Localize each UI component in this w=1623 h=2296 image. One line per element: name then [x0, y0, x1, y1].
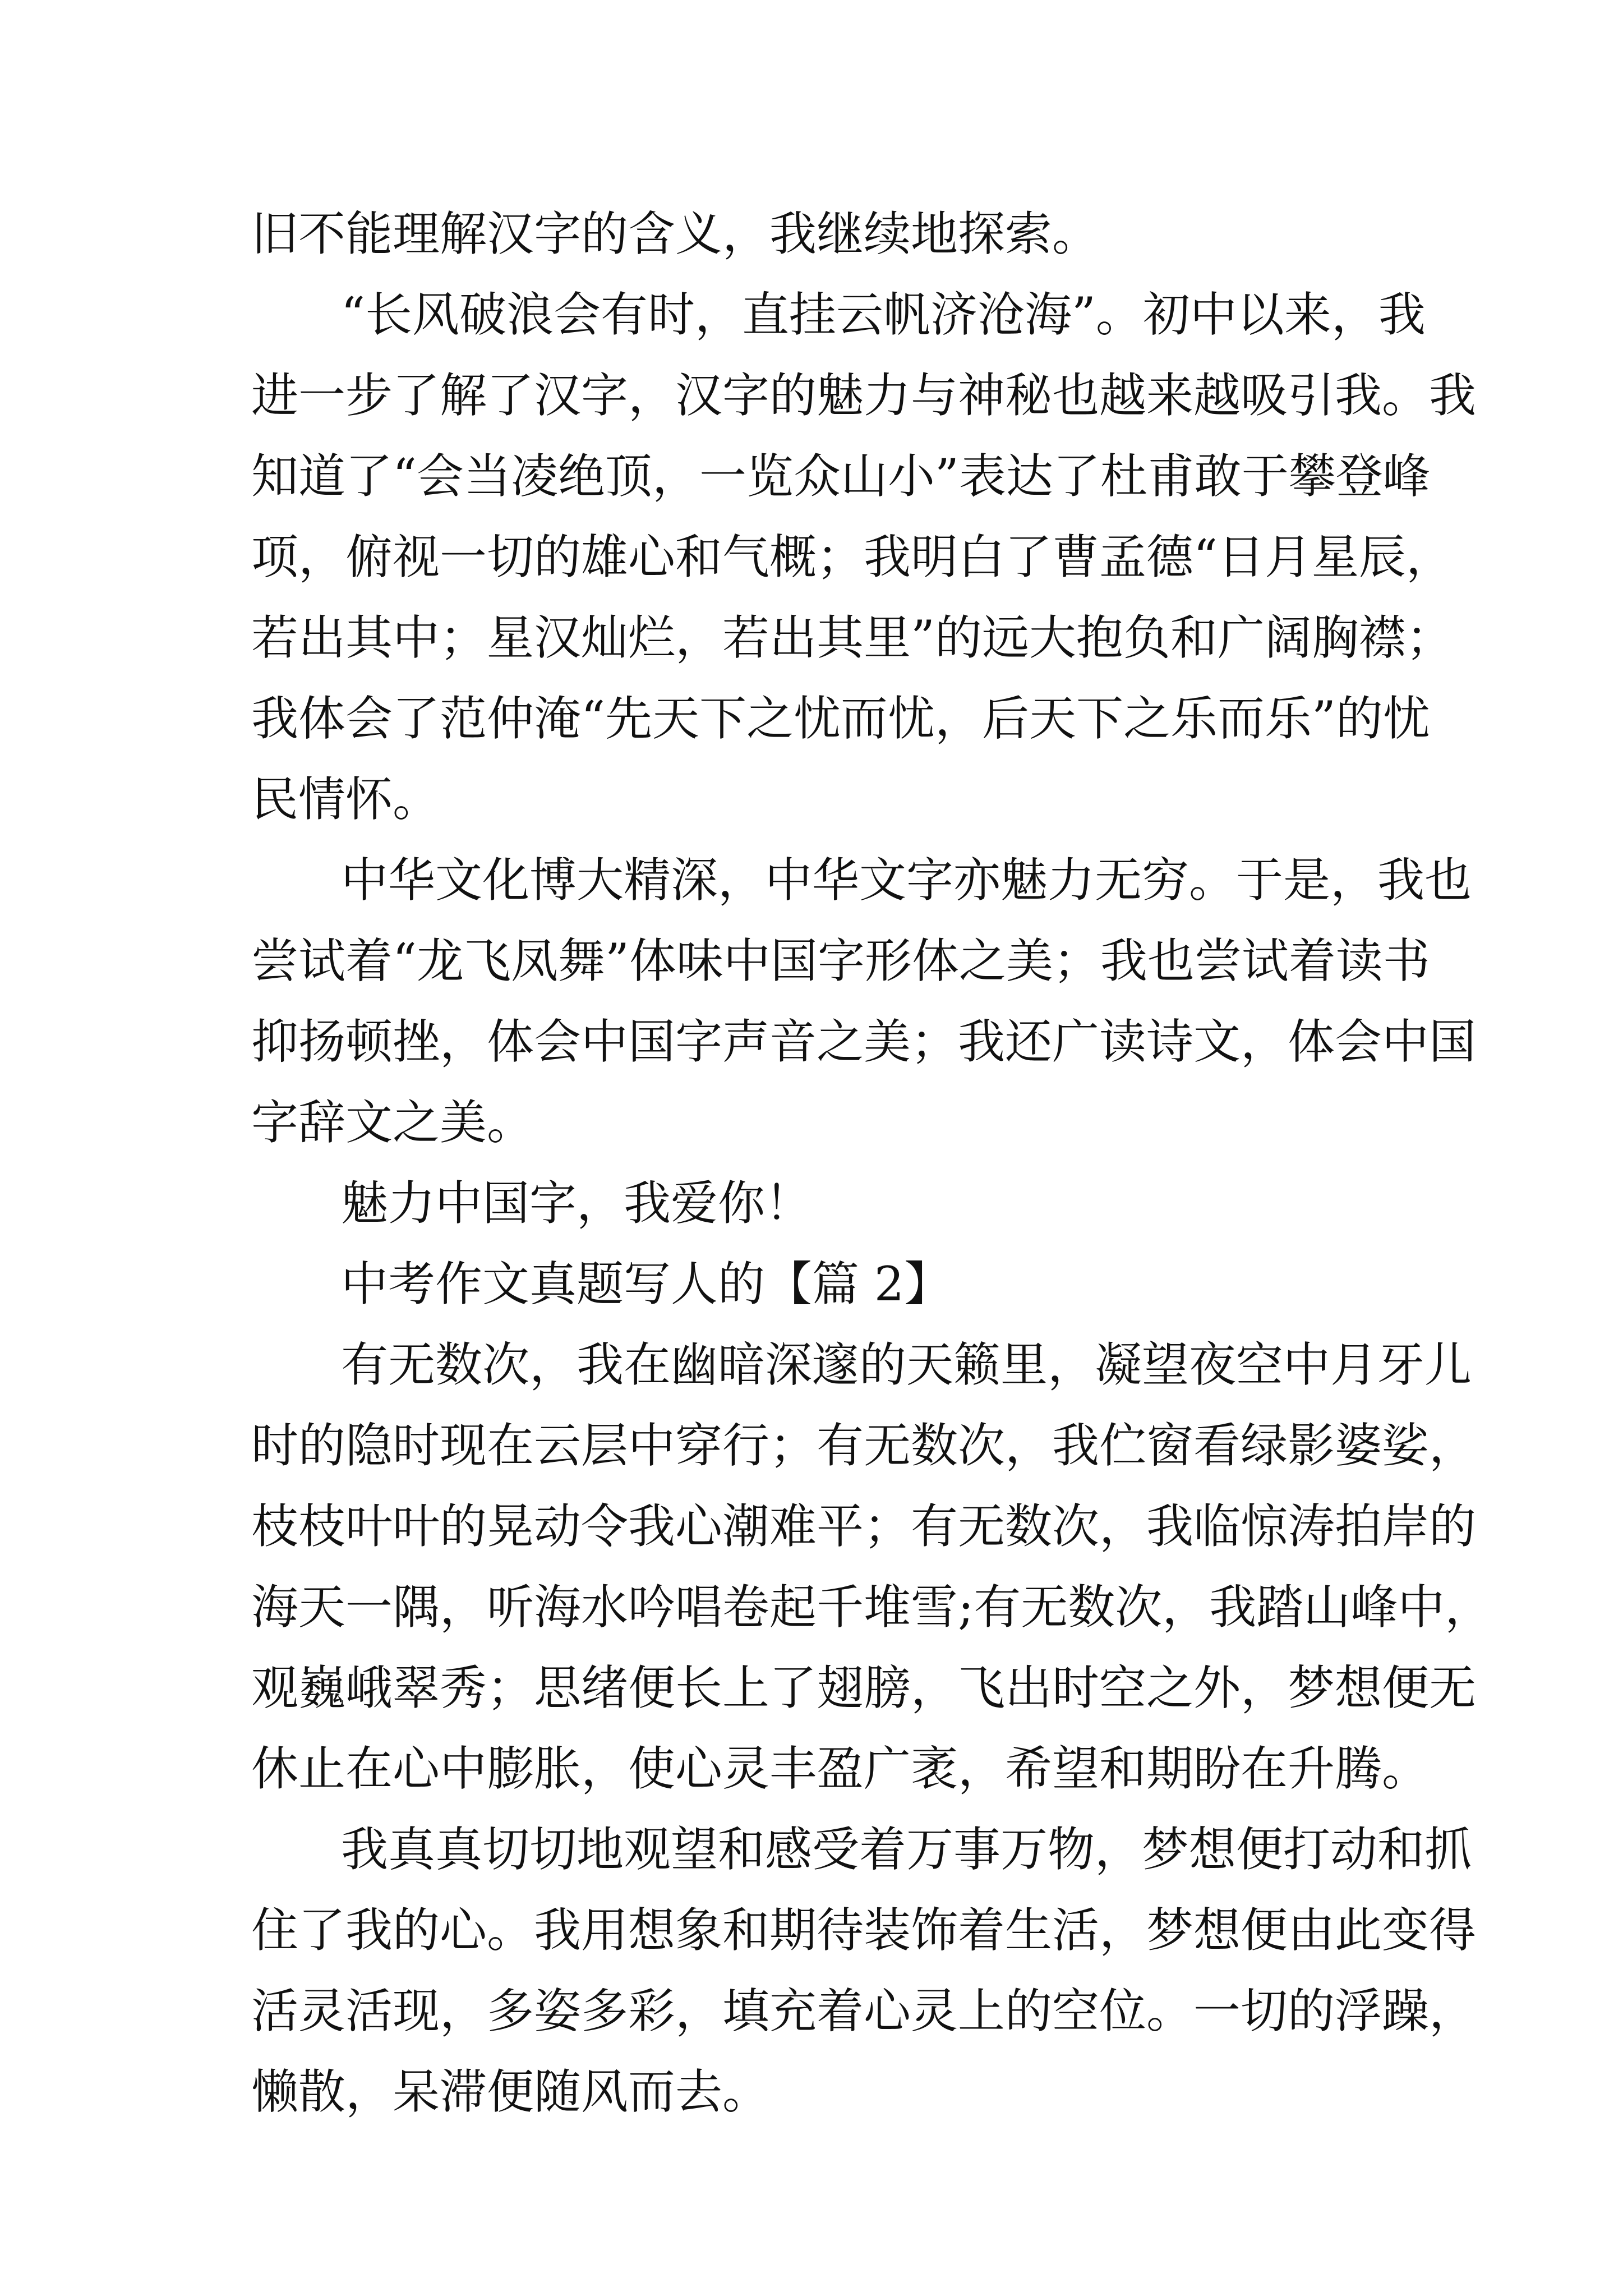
paragraph-start-line: “长风破浪会有时，直挂云帆济沧海”。初中以来，我 — [341, 287, 1426, 342]
text-line: 抑扬顿挫，体会中国字声音之美；我还广读诗文，体会中国 — [251, 1014, 1477, 1069]
text-line: 进一步了解了汉字，汉字的魅力与神秘也越来越吸引我。我 — [251, 368, 1477, 423]
paragraph-start-line: 有无数次，我在幽暗深邃的天籁里，凝望夜空中月牙儿 — [341, 1337, 1472, 1392]
text-line: 海天一隅，听海水吟唱卷起千堆雪;有无数次，我踏山峰中， — [251, 1580, 1492, 1635]
text-line: 项，俯视一切的雄心和气概；我明白了曹孟德“日月星辰， — [251, 530, 1453, 585]
paragraph-start-line: 我真真切切地观望和感受着万事万物，梦想便打动和抓 — [341, 1822, 1472, 1877]
text-line: 若出其中；星汉灿烂，若出其里”的远大抱负和广阔胸襟； — [251, 610, 1453, 665]
text-line: 我体会了范仲淹“先天下之忧而忧，后天下之乐而乐”的忧 — [251, 691, 1430, 746]
essay-text — [251, 194, 1492, 2132]
text-line: 时的隐时现在云层中穿行；有无数次，我伫窗看绿影婆娑， — [251, 1418, 1477, 1473]
text-line: 民情怀。 — [251, 772, 440, 827]
section-heading: 中考作文真题写人的【篇 2】 — [341, 1257, 952, 1312]
paragraph-start-line: 中华文化博大精深，中华文字亦魅力无穷。于是，我也 — [341, 853, 1472, 908]
text-line: 字辞文之美。 — [251, 1095, 534, 1150]
text-line: 观巍峨翠秀；思绪便长上了翅膀，飞出时空之外，梦想便无 — [251, 1660, 1477, 1715]
text-line: 尝试着“龙飞凤舞”体味中国字形体之美；我也尝试着读书 — [251, 933, 1430, 988]
text-line: 住了我的心。我用想象和期待装饰着生活，梦想便由此变得 — [251, 1903, 1477, 1958]
text-line: 知道了“会当凌绝顶，一览众山小”表达了杜甫敢于攀登峰 — [251, 449, 1430, 504]
text-line: 懒散，呆滞便随风而去。 — [251, 2064, 770, 2119]
text-line: 休止在心中膨胀，使心灵丰盈广袤，希望和期盼在升腾。 — [251, 1741, 1430, 1796]
text-line: 旧不能理解汉字的含义，我继续地探索。 — [251, 206, 1100, 261]
exclamation-line: 魅力中国字，我爱你！ — [341, 1176, 813, 1231]
text-line: 活灵活现，多姿多彩，填充着心灵上的空位。一切的浮躁， — [251, 1984, 1477, 2039]
text-line: 枝枝叶叶的晃动令我心潮难平；有无数次，我临惊涛拍岸的 — [251, 1499, 1477, 1554]
